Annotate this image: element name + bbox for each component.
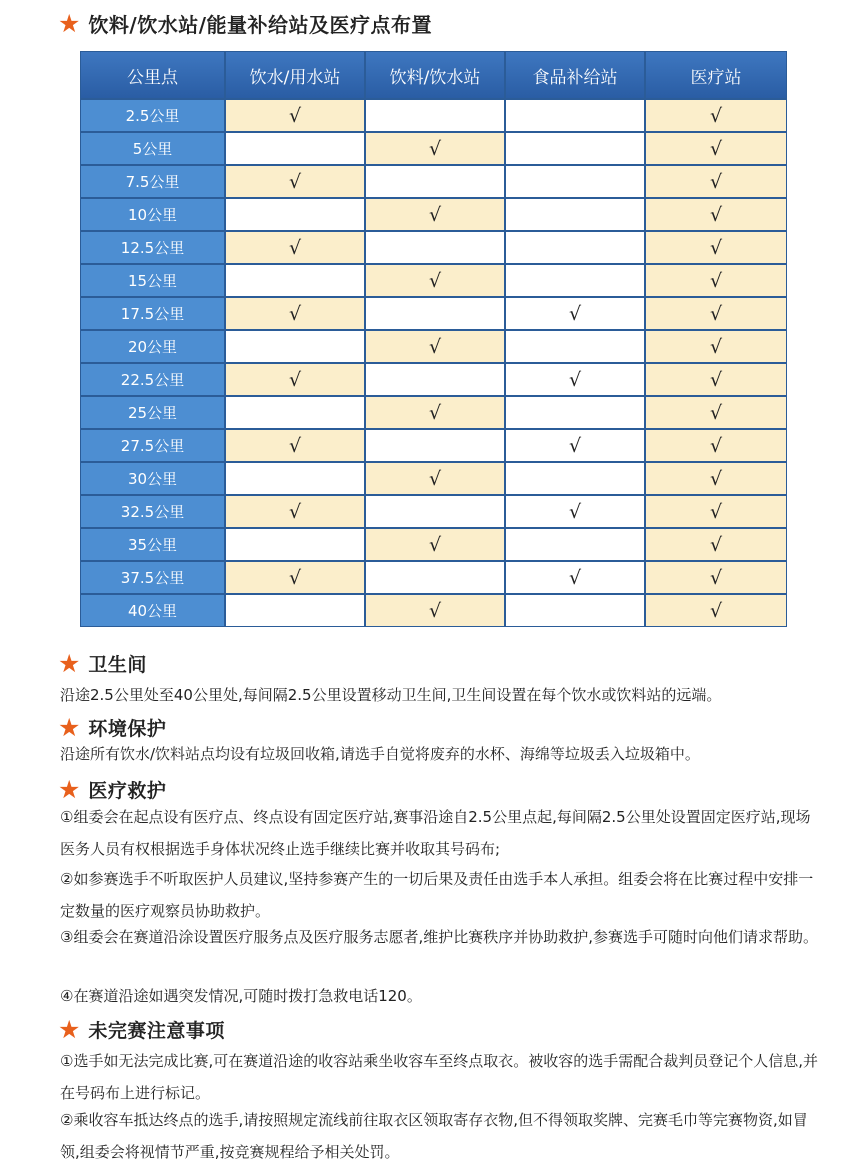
km-cell: 12.5公里 [81,232,226,265]
km-cell: 15公里 [81,265,226,298]
water-cell [226,298,366,331]
header-km: 公里点 [81,52,226,100]
check-mark: √ [428,533,442,556]
check-mark: √ [709,236,723,259]
page-heading [58,9,432,38]
header-food-station: 食品补给站 [506,52,646,100]
food-cell [506,331,646,364]
check-mark: √ [709,434,723,457]
food-cell [506,595,646,626]
drink-cell [366,562,506,595]
check-mark: √ [428,335,442,358]
unfinished-title: 未完赛注意事项 [88,1020,225,1042]
drink-cell [366,430,506,463]
km-cell: 32.5公里 [81,496,226,529]
medical-cell [646,265,786,298]
food-cell [506,496,646,529]
water-cell [226,397,366,430]
km-cell: 7.5公里 [81,166,226,199]
medical-cell [646,529,786,562]
food-cell [506,430,646,463]
medical-title: 医疗救护 [88,780,167,802]
medical-cell [646,133,786,166]
check-mark: √ [568,368,582,391]
water-cell [226,199,366,232]
medical-cell [646,364,786,397]
table-row [81,529,786,562]
medical-cell [646,496,786,529]
km-cell: 20公里 [81,331,226,364]
check-mark: √ [288,566,302,589]
medical-item-2: ②如参赛选手不听取医护人员建议,坚持参赛产生的一切后果及责任由选手本人承担。组委会将在比赛过程中安排一定数量的医疗观察员协助救护。 [60,870,814,920]
toilet-heading [58,650,147,677]
toilet-title: 卫生间 [88,654,147,676]
km-cell: 35公里 [81,529,226,562]
medical-cell [646,100,786,133]
km-cell: 22.5公里 [81,364,226,397]
medical-cell [646,298,786,331]
medical-cell [646,166,786,199]
food-cell [506,265,646,298]
drink-cell [366,331,506,364]
food-cell [506,562,646,595]
drink-cell [366,496,506,529]
check-mark: √ [288,368,302,391]
check-mark: √ [288,236,302,259]
drink-cell [366,397,506,430]
unfinished-item-2: ②乘收容车抵达终点的选手,请按照规定流线前往取衣区领取寄存衣物,但不得领取奖牌、完赛毛巾等完赛物资,如冒领,组委会将视情节严重,按竞赛规程给予相关处罚。 [60,1111,808,1161]
header-water-station: 饮水/用水站 [226,52,366,100]
unfinished-heading [58,1016,225,1043]
water-cell [226,463,366,496]
water-cell [226,133,366,166]
drink-cell [366,265,506,298]
water-cell [226,100,366,133]
check-mark: √ [288,500,302,523]
header-drink-station: 饮料/饮水站 [366,52,506,100]
drink-cell [366,133,506,166]
km-cell: 10公里 [81,199,226,232]
water-cell [226,166,366,199]
medical-item-1: ①组委会在起点设有医疗点、终点设有固定医疗站,赛事沿途自2.5公里点起,每间隔2.5公里处设置固定医疗站,现场医务人员有权根据选手身体状况终止选手继续比赛并收取其号码布; [60,808,811,858]
drink-cell [366,463,506,496]
check-mark: √ [568,566,582,589]
medical-cell [646,430,786,463]
km-cell: 25公里 [81,397,226,430]
medical-cell [646,397,786,430]
food-cell [506,100,646,133]
water-cell [226,364,366,397]
check-mark: √ [568,302,582,325]
medical-item-4: ④在赛道沿途如遇突发情况,可随时拨打急救电话120。 [60,987,422,1005]
table-row [81,232,786,265]
food-cell [506,529,646,562]
check-mark: √ [428,203,442,226]
water-cell [226,331,366,364]
table-row [81,265,786,298]
medical-item-3: ③组委会在赛道沿涂设置医疗服务点及医疗服务志愿者,维护比赛秩序并协助救护,参赛选手可随时向他们请求帮助。 [60,928,818,946]
check-mark: √ [709,599,723,622]
medical-cell [646,562,786,595]
food-cell [506,298,646,331]
star-icon: ★ [58,713,81,742]
food-cell [506,397,646,430]
check-mark: √ [709,203,723,226]
km-cell: 40公里 [81,595,226,626]
table-row [81,199,786,232]
star-icon: ★ [58,1015,81,1044]
food-cell [506,199,646,232]
check-mark: √ [709,401,723,424]
drink-cell [366,298,506,331]
check-mark: √ [709,269,723,292]
table-row [81,595,786,626]
check-mark: √ [568,500,582,523]
drink-cell [366,529,506,562]
food-cell [506,232,646,265]
table-row [81,100,786,133]
unfinished-item-1: ①选手如无法完成比赛,可在赛道沿途的收容站乘坐收容车至终点取衣。被收容的选手需配合裁判员登记个人信息,并在号码布上进行标记。 [60,1052,818,1102]
check-mark: √ [709,104,723,127]
check-mark: √ [428,269,442,292]
check-mark: √ [428,401,442,424]
star-icon: ★ [58,649,81,678]
medical-cell [646,595,786,626]
medical-cell [646,331,786,364]
km-cell: 17.5公里 [81,298,226,331]
water-cell [226,529,366,562]
water-cell [226,265,366,298]
table-row [81,496,786,529]
water-cell [226,232,366,265]
check-mark: √ [709,467,723,490]
environment-title: 环境保护 [88,718,167,740]
table-row [81,166,786,199]
check-mark: √ [709,500,723,523]
check-mark: √ [709,302,723,325]
table-row [81,430,786,463]
table-row [81,463,786,496]
environment-text: 沿途所有饮水/饮料站点均设有垃圾回收箱,请选手自觉将废弃的水杯、海绵等垃圾丢入垃圾箱中。 [60,745,700,763]
star-icon: ★ [58,775,81,804]
table-row [81,133,786,166]
km-cell: 5公里 [81,133,226,166]
food-cell [506,364,646,397]
check-mark: √ [428,599,442,622]
table-row [81,397,786,430]
check-mark: √ [428,467,442,490]
check-mark: √ [709,137,723,160]
food-cell [506,166,646,199]
check-mark: √ [288,104,302,127]
medical-cell [646,463,786,496]
km-cell: 37.5公里 [81,562,226,595]
water-cell [226,496,366,529]
medical-cell [646,199,786,232]
environment-heading [58,714,166,741]
page-title: 饮料/饮水站/能量补给站及医疗点布置 [88,13,433,37]
km-cell: 27.5公里 [81,430,226,463]
water-cell [226,430,366,463]
medical-heading [58,776,166,803]
station-table [80,51,787,627]
km-cell: 30公里 [81,463,226,496]
food-cell [506,133,646,166]
drink-cell [366,100,506,133]
check-mark: √ [288,434,302,457]
check-mark: √ [709,533,723,556]
drink-cell [366,595,506,626]
check-mark: √ [709,170,723,193]
table-header-row [81,52,786,100]
km-cell: 2.5公里 [81,100,226,133]
food-cell [506,463,646,496]
drink-cell [366,232,506,265]
medical-cell [646,232,786,265]
table-row [81,298,786,331]
check-mark: √ [709,566,723,589]
star-icon: ★ [58,9,81,38]
water-cell [226,562,366,595]
header-medical-station: 医疗站 [646,52,786,100]
water-cell [226,595,366,626]
drink-cell [366,199,506,232]
check-mark: √ [709,335,723,358]
check-mark: √ [709,368,723,391]
table-row [81,364,786,397]
check-mark: √ [288,302,302,325]
table-row [81,562,786,595]
drink-cell [366,364,506,397]
check-mark: √ [288,170,302,193]
drink-cell [366,166,506,199]
toilet-text: 沿途2.5公里处至40公里处,每间隔2.5公里设置移动卫生间,卫生间设置在每个饮水或饮料站的远端。 [60,686,722,704]
check-mark: √ [568,434,582,457]
table-row [81,331,786,364]
check-mark: √ [428,137,442,160]
